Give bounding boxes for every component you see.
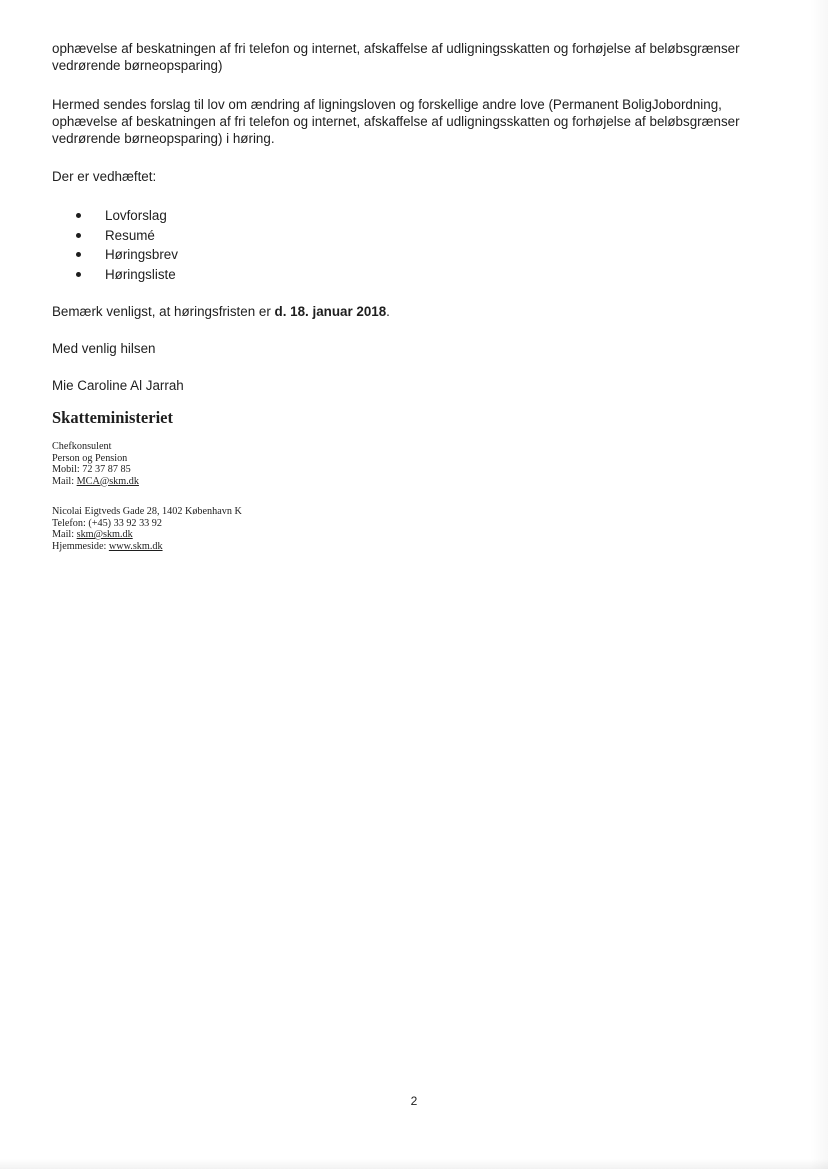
intro-line: vedrørende børneopsparing) bbox=[52, 58, 223, 73]
organization-name: Skatteministeriet bbox=[52, 408, 173, 427]
scan-bottom-shade bbox=[0, 1159, 828, 1169]
deadline-date: d. 18. januar 2018 bbox=[274, 304, 387, 319]
office-contact-block bbox=[52, 506, 242, 552]
mail-label: Mail: bbox=[52, 475, 77, 487]
office-address: Nicolai Eigtveds Gade 28, 1402 København K bbox=[52, 506, 242, 517]
mobile-number: 72 37 87 85 bbox=[82, 464, 131, 475]
consultation-line: ophævelse af beskatningen af fri telefon og internet, afskaffelse af udligningsskatten og forhøjelse af beløbsgrænser bbox=[52, 114, 740, 129]
mail-line bbox=[52, 476, 139, 488]
website-line bbox=[52, 541, 242, 553]
attachment-label: Høringsbrev bbox=[105, 247, 178, 262]
phone-label: Telefon: bbox=[52, 517, 89, 529]
office-mail-label: Mail: bbox=[52, 529, 77, 540]
attachment-label: Resumé bbox=[105, 227, 155, 243]
website-link[interactable]: www.skm.dk bbox=[108, 540, 163, 552]
scan-edge-shade bbox=[810, 0, 828, 1169]
page-number: 2 bbox=[410, 1094, 418, 1108]
deadline-prefix: Bemærk venligst, at høringsfristen er bbox=[52, 304, 275, 319]
office-email-link[interactable]: skm@skm.dk bbox=[76, 529, 133, 540]
office-mail-line bbox=[52, 529, 242, 541]
bullet-icon bbox=[76, 272, 81, 277]
website-label: Hjemmeside: bbox=[52, 540, 109, 552]
intro-paragraph bbox=[52, 40, 782, 74]
consultation-paragraph bbox=[52, 96, 782, 147]
mobile-label: Mobil: bbox=[52, 464, 83, 475]
personal-email-link[interactable]: MCA@skm.dk bbox=[76, 475, 139, 487]
bullet-icon bbox=[76, 252, 81, 257]
deadline-paragraph bbox=[52, 303, 782, 320]
department: Person og Pension bbox=[52, 452, 128, 464]
closing-greeting: Med venlig hilsen bbox=[52, 341, 156, 356]
contact-person-block bbox=[52, 441, 139, 487]
mobile-line bbox=[52, 464, 139, 476]
attachment-label: Høringsliste bbox=[105, 266, 176, 282]
job-title: Chefkonsulent bbox=[52, 441, 112, 452]
bullet-icon bbox=[76, 233, 81, 238]
bullet-icon bbox=[76, 213, 81, 218]
phone-number: (+45) 33 92 33 92 bbox=[88, 517, 162, 529]
attachments-heading: Der er vedhæftet: bbox=[52, 169, 157, 184]
sender-name: Mie Caroline Al Jarrah bbox=[52, 378, 184, 393]
deadline-suffix: . bbox=[386, 304, 390, 319]
intro-line: ophævelse af beskatningen af fri telefon og internet, afskaffelse af udligningsskatten og forhøjelse af beløbsgrænser bbox=[52, 41, 740, 56]
consultation-line: vedrørende børneopsparing) i høring. bbox=[52, 131, 275, 146]
consultation-line: Hermed sendes forslag til lov om ændring af ligningsloven og forskellige andre love (Permanent BoligJobordning, bbox=[52, 97, 722, 112]
attachment-label: Lovforslag bbox=[105, 208, 167, 223]
phone-line bbox=[52, 518, 242, 530]
